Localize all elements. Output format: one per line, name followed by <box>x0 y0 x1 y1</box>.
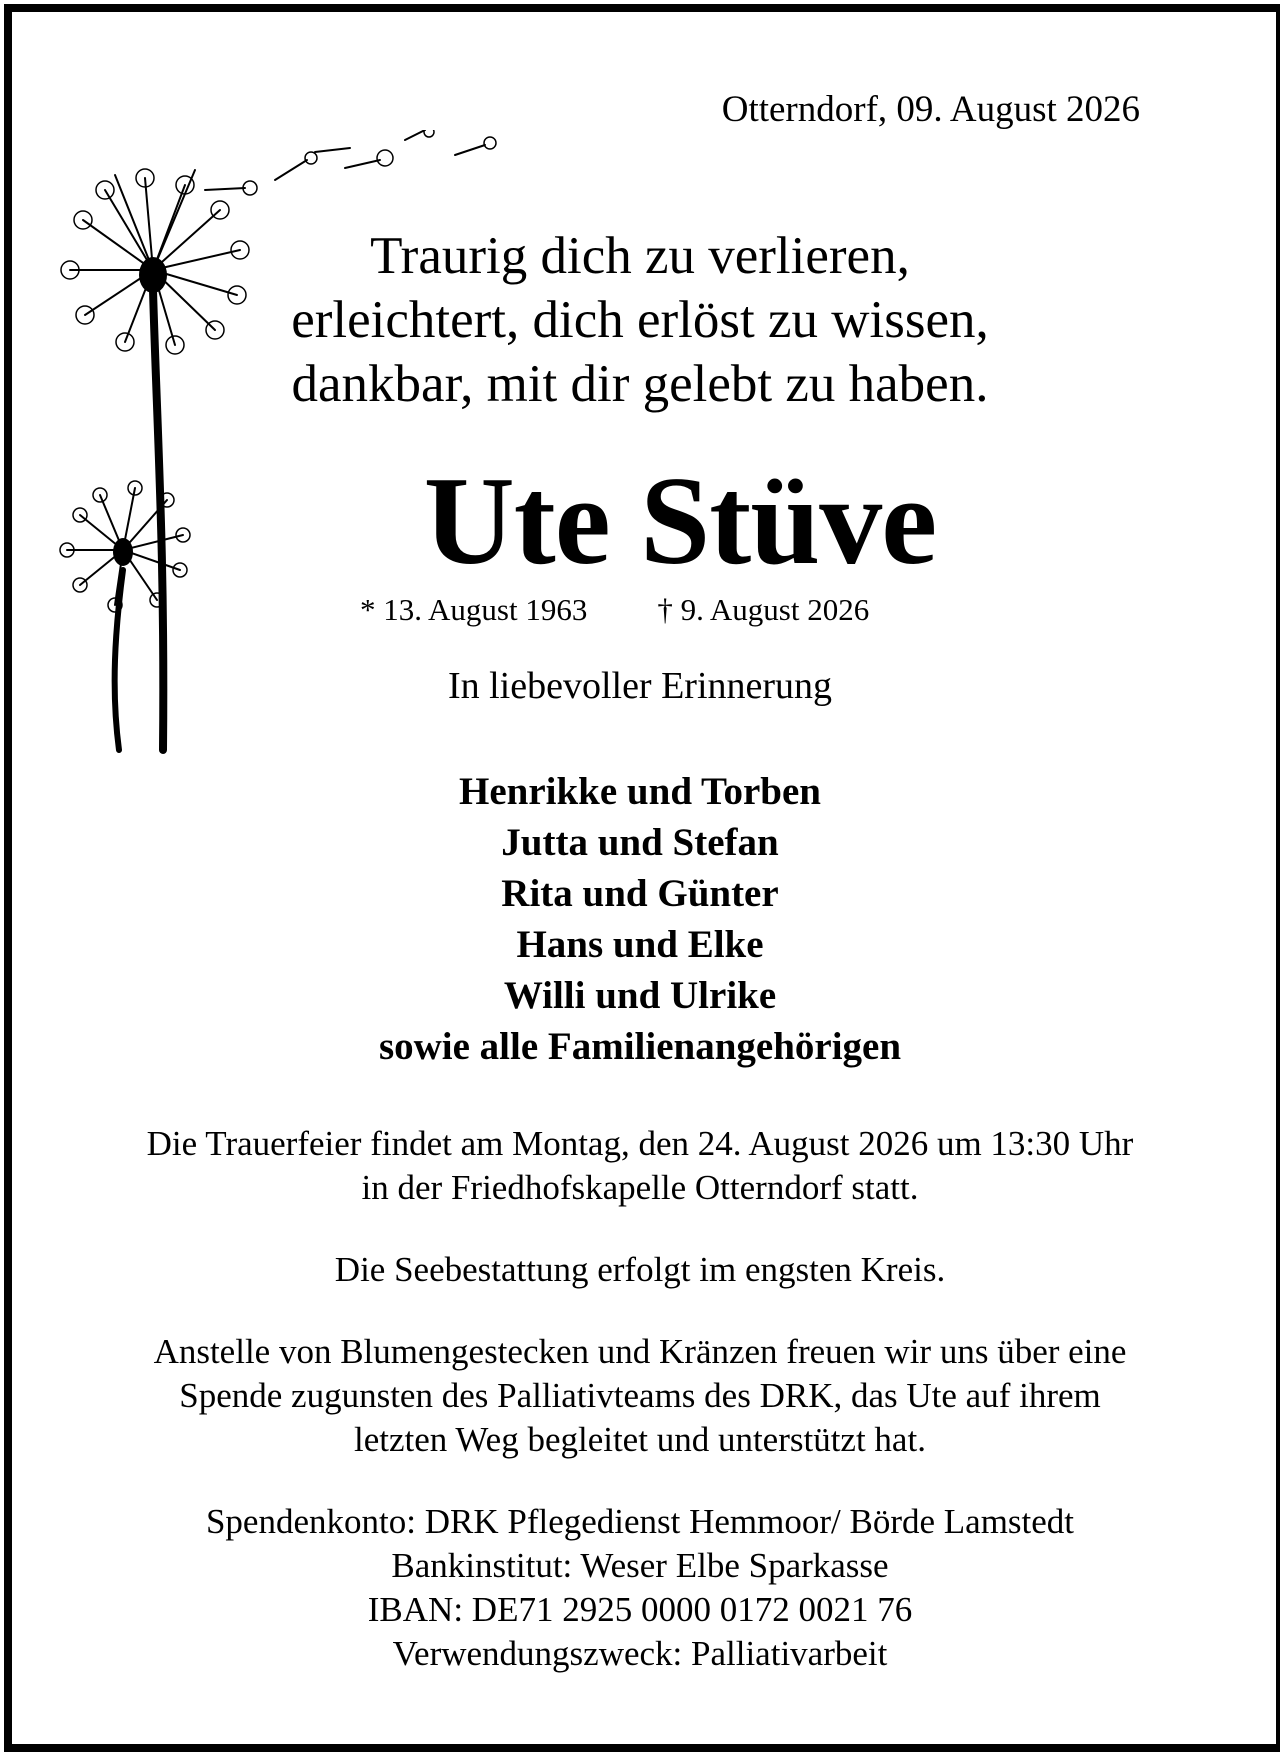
donation-line: letzten Weg begleitet und unterstützt hat. <box>354 1420 926 1459</box>
deceased-name: Ute Stüve <box>423 452 937 591</box>
mourner-entry: Rita und Günter <box>501 872 779 915</box>
ceremony-line: Die Trauerfeier findet am Montag, den 24. August 2026 um 13:30 Uhr <box>146 1124 1134 1163</box>
bank-details <box>0 1500 1280 1676</box>
birth-date: * 13. August 1963 <box>360 592 588 627</box>
burial-info <box>0 1248 1280 1292</box>
mourners-list <box>0 766 1280 1072</box>
life-dates <box>360 592 869 628</box>
donation-line: Anstelle von Blumengestecken und Kränzen freuen wir uns über eine <box>153 1332 1127 1371</box>
mourner-entry: Hans und Elke <box>516 923 764 966</box>
donation-note <box>0 1330 1280 1462</box>
quote-line: dankbar, mit dir gelebt zu haben. <box>291 355 989 413</box>
place-date: Otterndorf, 09. August 2026 <box>721 89 1140 130</box>
mourner-entry: sowie alle Familienangehörigen <box>378 1025 902 1068</box>
quote-line: Traurig dich zu verlieren, <box>370 227 910 285</box>
mourner-entry: Willi und Ulrike <box>503 974 777 1017</box>
burial-line: Die Seebestattung erfolgt im engsten Kreis. <box>334 1250 946 1289</box>
memory-line: In liebevoller Erinnerung <box>447 665 833 707</box>
bank-institute: Bankinstitut: Weser Elbe Sparkasse <box>391 1546 889 1585</box>
ceremony-info <box>0 1122 1280 1210</box>
donation-line: Spende zugunsten des Palliativteams des DRK, das Ute auf ihrem <box>179 1376 1101 1415</box>
quote-line: erleichtert, dich erlöst zu wissen, <box>291 291 989 349</box>
bank-iban: IBAN: DE71 2925 0000 0172 0021 76 <box>367 1590 913 1629</box>
mourner-entry: Jutta und Stefan <box>501 821 779 864</box>
death-date: † 9. August 2026 <box>657 592 870 627</box>
bank-account: Spendenkonto: DRK Pflegedienst Hemmoor/ Börde Lamstedt <box>205 1502 1075 1541</box>
mourner-entry: Henrikke und Torben <box>459 770 821 813</box>
ceremony-line: in der Friedhofskapelle Otterndorf statt. <box>361 1168 919 1207</box>
bank-purpose: Verwendungszweck: Palliativarbeit <box>392 1634 888 1673</box>
quote-block <box>240 224 1040 416</box>
